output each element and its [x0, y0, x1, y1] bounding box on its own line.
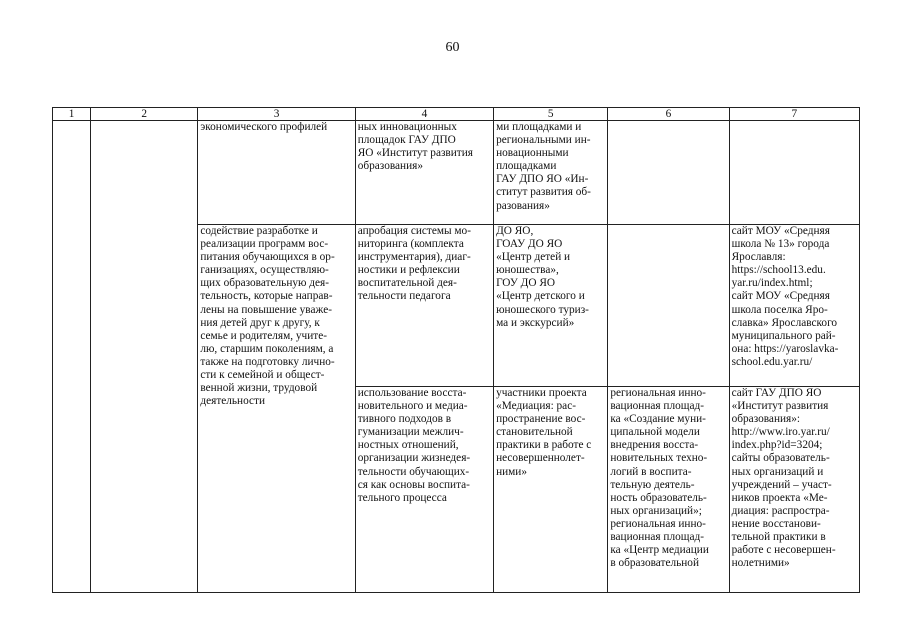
table-cell: апробация системы мо- ниторинга (комплекта инструментария), диаг- ностики и рефлексии воспитательной дея- тельности педагога	[355, 225, 493, 387]
table-cell: ных инновационных площадок ГАУ ДПО ЯО «Институт развития образования»	[355, 121, 493, 225]
table-row	[53, 121, 860, 225]
column-number: 3	[198, 108, 355, 121]
table-cell	[53, 121, 91, 593]
table-cell	[608, 121, 729, 225]
page-number: 60	[445, 40, 460, 55]
column-number-row	[53, 108, 860, 121]
table-cell: региональная инно- вационная площад- ка «Создание муни- ципальной модели внедрения восста- новительных техно- логий в воспита- тельную деятель- ность образователь- ных организаций»; региональная инно- вационная площад- ка «Центр медиации в образовательной	[608, 387, 729, 593]
table-cell	[91, 121, 198, 593]
column-number: 4	[355, 108, 493, 121]
column-number: 7	[729, 108, 859, 121]
table-cell: ми площадками и региональными ин- новационными площадками ГАУ ДПО ЯО «Ин- ститут развития об- разования»	[494, 121, 608, 225]
table-cell: сайт МОУ «Средняя школа № 13» города Ярославля: https://school13.edu. yar.ru/index.html; сайт МОУ «Средняя школа поселка Яро- славка» Ярославского муниципального рай- она: https://yaroslavka- school.edu.yar.ru/	[729, 225, 859, 387]
table-cell: участники проекта «Медиация: рас- пространение вос- становительной практики в работе с несовершеннолет- ними»	[494, 387, 608, 593]
column-number: 5	[494, 108, 608, 121]
column-number: 6	[608, 108, 729, 121]
table-cell	[608, 225, 729, 387]
table-cell: ДО ЯО, ГОАУ ДО ЯО «Центр детей и юношества», ГОУ ДО ЯО «Центр детского и юношеского туриз- ма и экскурсий»	[494, 225, 608, 387]
table-cell	[729, 121, 859, 225]
column-number: 2	[91, 108, 198, 121]
column-number: 1	[53, 108, 91, 121]
table-cell: содействие разработке и реализации программ вос- питания обучающихся в ор- ганизациях, осуществляю- щих образовательную дея- тельность, которые направ- лены на повышение уважe- ния детей друг к другу, к семье и родителям, учите- лю, старшим поколениям, а также на подготовку лично- сти к семейной и общест- венной жизни, трудовой деятельности	[198, 225, 355, 593]
table-cell: экономического профилей	[198, 121, 355, 225]
table-cell: использование восста- новительного и медиа- тивного подходов в гуманизации межлич- ностных отношений, организации жизнедея- тельности обучающих- ся как основы воспита- тельного процесса	[355, 387, 493, 593]
document-table	[52, 107, 860, 593]
table-cell: сайт ГАУ ДПО ЯО «Институт развития образования»: http://www.iro.yar.ru/ index.php?id=3204; сайты образователь- ных организаций и учреждений – участ- ников проекта «Ме- диация: распростра- нение восстанови- тельной практики в работе с несовершен- нолетними»	[729, 387, 859, 593]
